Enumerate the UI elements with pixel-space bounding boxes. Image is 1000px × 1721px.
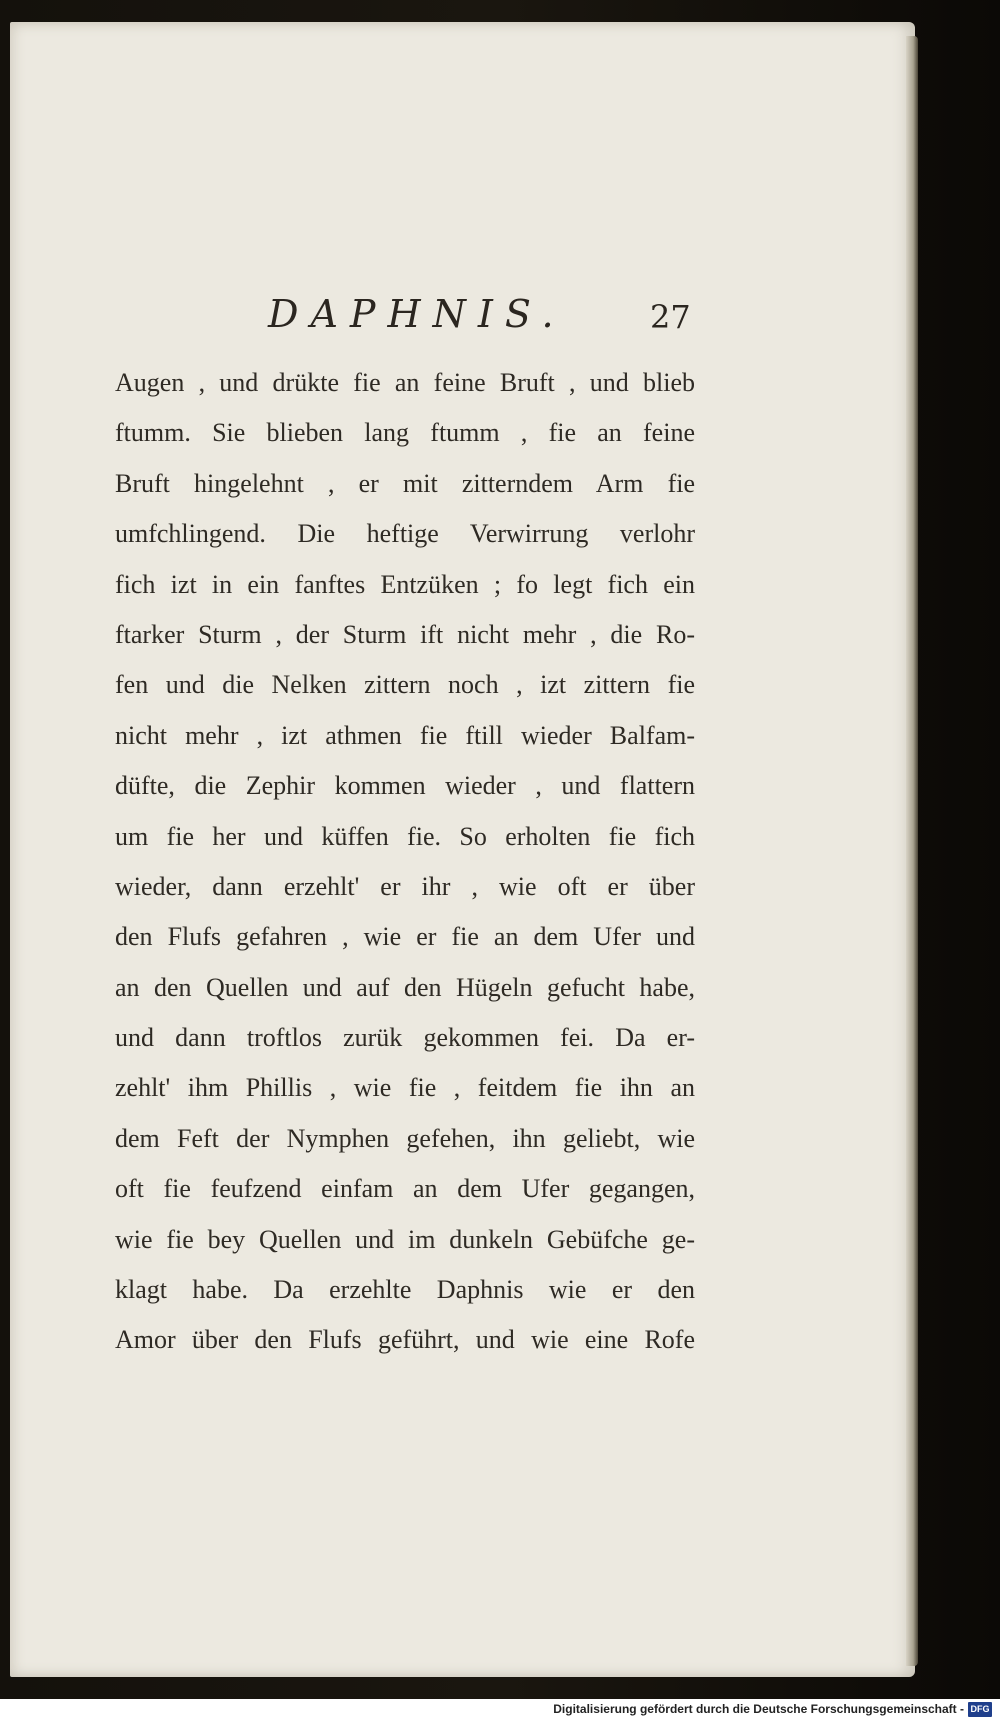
text-line: nicht mehr , izt athmen fie ftill wieder Balfam- [115, 720, 695, 750]
text-line: ftarker Sturm , der Sturm ift nicht mehr , die Ro- [115, 619, 695, 649]
footer-credit: Digitalisierung gefördert durch die Deutsche Forschungsgemeinschaft - [553, 1702, 964, 1716]
text-line: Amor über den Flufs geführt, und wie eine Rofe [115, 1325, 695, 1355]
text-line: klagt habe. Da erzehlte Daphnis wie er den [115, 1275, 695, 1305]
running-title: DAPHNIS. [268, 292, 566, 336]
text-line: umfchlingend. Die heftige Verwirrung verlohr [115, 519, 695, 549]
page-number: 27 [650, 298, 691, 336]
text-line: an den Quellen und auf den Hügeln gefucht habe, [115, 972, 695, 1002]
text-line: fen und die Nelken zittern noch , izt zittern fie [115, 670, 695, 700]
footer-bar [0, 1699, 1000, 1721]
text-line: den Flufs gefahren , wie er fie an dem Ufer und [115, 922, 695, 952]
dfg-logo: DFG [968, 1702, 992, 1717]
text-line: und dann troftlos zurük gekommen fei. Da er- [115, 1023, 695, 1053]
text-line: dem Feft der Nymphen gefehen, ihn geliebt, wie [115, 1123, 695, 1153]
text-line: wie fie bey Quellen und im dunkeln Gebüfche ge- [115, 1224, 695, 1254]
text-line: zehlt' ihm Phillis , wie fie , feitdem fie ihn an [115, 1073, 695, 1103]
text-line: um fie her und küffen fie. So erholten fie fich [115, 821, 695, 851]
text-line: oft fie feufzend einfam an dem Ufer gegangen, [115, 1174, 695, 1204]
text-line: düfte, die Zephir kommen wieder , und flattern [115, 771, 695, 801]
body-text [115, 358, 695, 1366]
text-line: fich izt in ein fanftes Entzüken ; fo legt fich ein [115, 569, 695, 599]
text-line: ftumm. Sie blieben lang ftumm , fie an feine [115, 418, 695, 448]
book-page [10, 22, 915, 1677]
text-line: Augen , und drükte fie an feine Bruft , und blieb [115, 368, 695, 397]
running-head [10, 292, 915, 352]
page-edge [906, 36, 918, 1666]
text-line: Bruft hingelehnt , er mit zitterndem Arm fie [115, 468, 695, 498]
text-line: wieder, dann erzehlt' er ihr , wie oft er über [115, 871, 695, 901]
